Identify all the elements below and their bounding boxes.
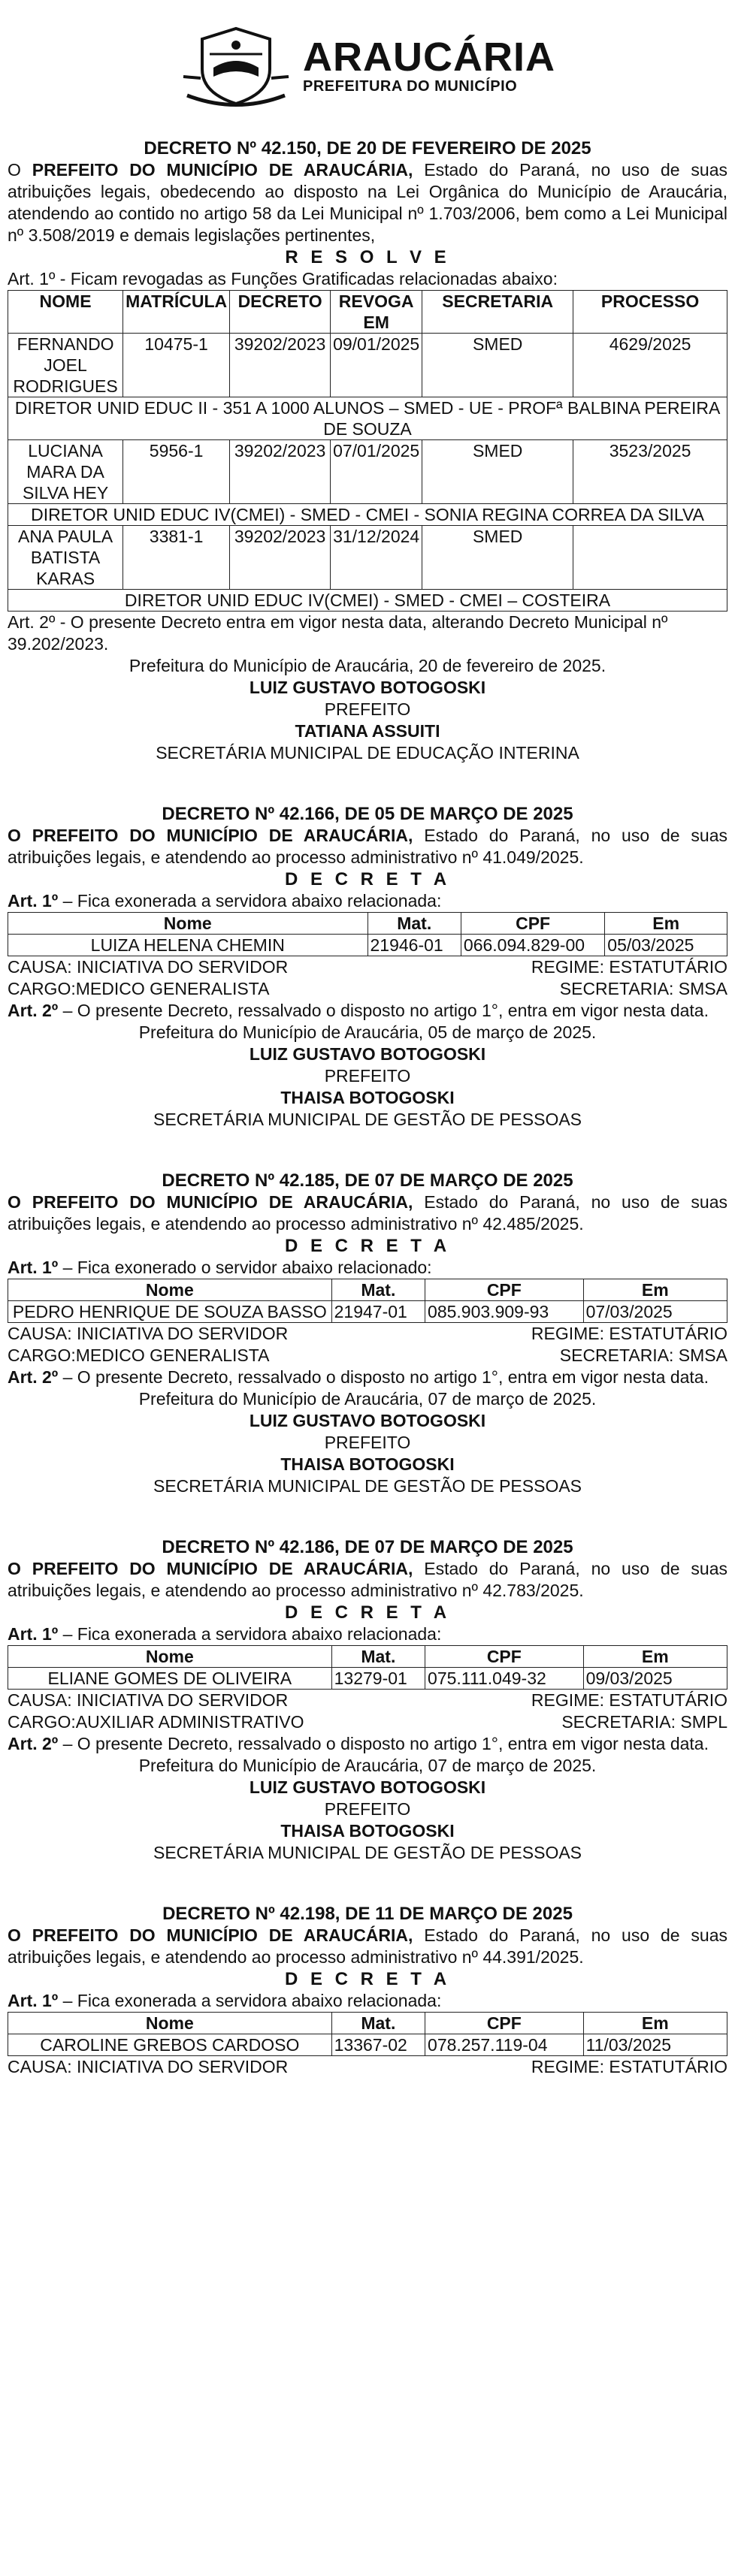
causa: CAUSA: INICIATIVA DO SERVIDOR <box>8 1690 289 1710</box>
table-row <box>8 1301 727 1323</box>
place-date: Prefeitura do Município de Araucária, 05 de março de 2025. <box>138 1022 597 1042</box>
decreta-heading: D E C R E T A <box>284 869 451 889</box>
exoneration-table <box>8 2012 727 2056</box>
header-mat: Mat. <box>331 1279 425 1301</box>
table-header-row <box>8 2013 727 2034</box>
header-nome: Nome <box>8 2013 332 2034</box>
regime: REGIME: ESTATUTÁRIO <box>531 957 727 977</box>
cell-function: DIRETOR UNID EDUC IV(CMEI) - SMED - CMEI - SONIA REGINA CORREA DA SILVA <box>8 504 727 526</box>
article-2-label: Art. 2º <box>8 1734 59 1753</box>
cell-nome: FERNANDO JOEL RODRIGUES <box>8 334 123 397</box>
header-mat: Mat. <box>368 913 461 935</box>
secretary-name: THAISA BOTOGOSKI <box>280 1821 455 1841</box>
cell-cpf: 085.903.909-93 <box>425 1301 584 1323</box>
causa-row <box>8 2056 727 2078</box>
article-1-text: – Fica exonerada a servidora abaixo relacionada: <box>58 891 442 911</box>
table-row <box>8 2034 727 2056</box>
causa: CAUSA: INICIATIVA DO SERVIDOR <box>8 1324 289 1343</box>
cell-em: 07/03/2025 <box>583 1301 727 1323</box>
article-2 <box>8 1367 727 1388</box>
table-row <box>8 440 727 504</box>
decree-intro <box>8 1925 727 1968</box>
intro-text: Estado do Paraná, no uso de suas atribuições legais, e atendendo ao processo administrativo nº 42.783/2025. <box>8 1559 727 1600</box>
intro-text: Estado do Paraná, no uso de suas atribuições legais, e atendendo ao processo administrativo nº 44.391/2025. <box>8 1925 727 1967</box>
header-revoga-em: REVOGA EM <box>331 291 422 334</box>
exoneration-table <box>8 1645 727 1690</box>
cell-processo: 4629/2025 <box>573 334 727 397</box>
decree-42186 <box>8 1536 727 1864</box>
decree-42166 <box>8 803 727 1131</box>
intro-bold: O PREFEITO DO MUNICÍPIO DE ARAUCÁRIA, <box>8 826 413 845</box>
table-row-function <box>8 590 727 612</box>
header-cpf: CPF <box>425 1646 584 1668</box>
cell-function: DIRETOR UNID EDUC II - 351 A 1000 ALUNOS – SMED - UE - PROFª BALBINA PEREIRA DE SOUZA <box>8 397 727 440</box>
decreta-heading: D E C R E T A <box>284 1602 451 1623</box>
secretary-name: THAISA BOTOGOSKI <box>280 1088 455 1107</box>
cell-cpf: 075.111.049-32 <box>425 1668 584 1690</box>
cargo: CARGO:MEDICO GENERALISTA <box>8 979 270 998</box>
article-1 <box>8 1623 727 1645</box>
table-header-row <box>8 1279 727 1301</box>
mayor-title: PREFEITO <box>324 1433 411 1452</box>
header-cpf: CPF <box>425 2013 584 2034</box>
mayor-name: LUIZ GUSTAVO BOTOGOSKI <box>249 1044 486 1064</box>
article-1 <box>8 1990 727 2012</box>
cell-em: 09/03/2025 <box>583 1668 727 1690</box>
decree-title: DECRETO Nº 42.186, DE 07 DE MARÇO DE 2025 <box>162 1537 573 1557</box>
intro-text: Estado do Paraná, no uso de suas atribuições legais, obedecendo ao disposto na Lei Orgânica do Município de Araucária, atendendo ao contido no artigo 58 da Lei Municipal nº 1.703/2006, bem como a Lei Municipal nº 3.508/2019 e demais legislações pertinentes, <box>8 160 727 245</box>
header-nome: Nome <box>8 1279 332 1301</box>
header-secretaria: SECRETARIA <box>422 291 573 334</box>
article-2-label: Art. 2º <box>8 1367 59 1387</box>
cell-mat: 21947-01 <box>331 1301 425 1323</box>
article-2: Art. 2º - O presente Decreto entra em vigor nesta data, alterando Decreto Municipal nº 39.202/2023. <box>8 612 668 654</box>
decreta-heading: D E C R E T A <box>284 1969 451 1989</box>
mayor-name: LUIZ GUSTAVO BOTOGOSKI <box>249 1411 486 1430</box>
article-2 <box>8 1000 727 1022</box>
intro-prefix: O <box>8 160 32 180</box>
causa: CAUSA: INICIATIVA DO SERVIDOR <box>8 2057 289 2076</box>
cell-matricula: 3381-1 <box>123 526 230 590</box>
table-row <box>8 935 727 956</box>
cell-matricula: 5956-1 <box>123 440 230 504</box>
causa-row <box>8 1690 727 1711</box>
cell-secretaria: SMED <box>422 526 573 590</box>
mayor-title: PREFEITO <box>324 1066 411 1086</box>
header-processo: PROCESSO <box>573 291 727 334</box>
article-1-text: – Fica exonerado o servidor abaixo relacionado: <box>58 1258 432 1277</box>
header-mat: Mat. <box>331 2013 425 2034</box>
cell-function: DIRETOR UNID EDUC IV(CMEI) - SMED - CMEI – COSTEIRA <box>8 590 727 612</box>
article-1-label: Art. 1º <box>8 1991 59 2010</box>
mayor-name: LUIZ GUSTAVO BOTOGOSKI <box>249 678 486 697</box>
cell-nome: ANA PAULA BATISTA KARAS <box>8 526 123 590</box>
secretary-title: SECRETÁRIA MUNICIPAL DE EDUCAÇÃO INTERINA <box>156 743 579 763</box>
secretaria: SECRETARIA: SMPL <box>561 1712 727 1732</box>
causa-row <box>8 956 727 978</box>
cargo: CARGO:MEDICO GENERALISTA <box>8 1345 270 1365</box>
cell-nome: LUCIANA MARA DA SILVA HEY <box>8 440 123 504</box>
secretary-title: SECRETÁRIA MUNICIPAL DE GESTÃO DE PESSOAS <box>153 1476 582 1496</box>
decree-title: DECRETO Nº 42.198, DE 11 DE MARÇO DE 2025 <box>162 1904 573 1924</box>
cell-secretaria: SMED <box>422 334 573 397</box>
secretary-name: TATIANA ASSUITI <box>295 721 440 741</box>
article-2 <box>8 1733 727 1755</box>
header-decreto: DECRETO <box>230 291 331 334</box>
table-row <box>8 334 727 397</box>
causa-row <box>8 1323 727 1345</box>
table-row <box>8 526 727 590</box>
cell-em: 05/03/2025 <box>605 935 727 956</box>
regime: REGIME: ESTATUTÁRIO <box>531 1690 727 1710</box>
exoneration-table <box>8 1279 727 1323</box>
header-em: Em <box>583 2013 727 2034</box>
decree-title: DECRETO Nº 42.166, DE 05 DE MARÇO DE 2025 <box>162 804 573 824</box>
header-em: Em <box>605 913 727 935</box>
cell-processo: 3523/2025 <box>573 440 727 504</box>
table-header-row <box>8 913 727 935</box>
cell-nome: LUIZA HELENA CHEMIN <box>8 935 368 956</box>
secretaria: SECRETARIA: SMSA <box>559 979 727 998</box>
regime: REGIME: ESTATUTÁRIO <box>531 1324 727 1343</box>
cell-revoga-em: 31/12/2024 <box>331 526 422 590</box>
article-1-text: – Fica exonerada a servidora abaixo relacionada: <box>58 1624 442 1644</box>
cell-nome: PEDRO HENRIQUE DE SOUZA BASSO <box>8 1301 332 1323</box>
table-row <box>8 1668 727 1690</box>
article-2-text: – O presente Decreto, ressalvado o disposto no artigo 1°, entra em vigor nesta data. <box>58 1367 709 1387</box>
place-date: Prefeitura do Município de Araucária, 20 de fevereiro de 2025. <box>129 656 606 675</box>
decree-intro <box>8 825 727 868</box>
cell-secretaria: SMED <box>422 440 573 504</box>
place-date: Prefeitura do Município de Araucária, 07 de março de 2025. <box>138 1756 597 1775</box>
header-matricula: MATRÍCULA <box>123 291 230 334</box>
cell-revoga-em: 09/01/2025 <box>331 334 422 397</box>
header-em: Em <box>583 1279 727 1301</box>
header-cpf: CPF <box>425 1279 584 1301</box>
article-1 <box>8 1257 727 1279</box>
cell-cpf: 066.094.829-00 <box>461 935 604 956</box>
intro-bold: O PREFEITO DO MUNICÍPIO DE ARAUCÁRIA, <box>8 1559 413 1578</box>
header-em: Em <box>583 1646 727 1668</box>
brand-subtitle: PREFEITURA DO MUNICÍPIO <box>303 78 518 95</box>
cargo: CARGO:AUXILIAR ADMINISTRATIVO <box>8 1712 304 1732</box>
cell-mat: 13367-02 <box>331 2034 425 2056</box>
cell-em: 11/03/2025 <box>583 2034 727 2056</box>
cell-mat: 21946-01 <box>368 935 461 956</box>
table-header-row <box>8 291 727 334</box>
place-date: Prefeitura do Município de Araucária, 07 de março de 2025. <box>138 1389 597 1409</box>
article-1 <box>8 890 727 912</box>
table-header-row <box>8 1646 727 1668</box>
exoneration-table <box>8 912 727 956</box>
secretary-name: THAISA BOTOGOSKI <box>280 1454 455 1474</box>
article-2-text: – O presente Decreto, ressalvado o disposto no artigo 1°, entra em vigor nesta data. <box>58 1001 709 1020</box>
decree-42185 <box>8 1170 727 1497</box>
cell-matricula: 10475-1 <box>123 334 230 397</box>
cargo-row <box>8 978 727 1000</box>
regime: REGIME: ESTATUTÁRIO <box>531 2057 727 2076</box>
table-row-function <box>8 504 727 526</box>
header-nome: Nome <box>8 1646 332 1668</box>
header <box>8 0 727 131</box>
article-1-label: Art. 1º <box>8 1258 59 1277</box>
header-mat: Mat. <box>331 1646 425 1668</box>
article-2-text: – O presente Decreto, ressalvado o disposto no artigo 1°, entra em vigor nesta data. <box>58 1734 709 1753</box>
article-2-label: Art. 2º <box>8 1001 59 1020</box>
intro-bold: O PREFEITO DO MUNICÍPIO DE ARAUCÁRIA, <box>8 1192 413 1212</box>
causa: CAUSA: INICIATIVA DO SERVIDOR <box>8 957 289 977</box>
mayor-title: PREFEITO <box>324 1799 411 1819</box>
cell-mat: 13279-01 <box>331 1668 425 1690</box>
decree-title: DECRETO Nº 42.150, DE 20 DE FEVEREIRO DE 2025 <box>144 138 591 159</box>
municipal-crest-icon <box>180 24 292 108</box>
intro-bold: PREFEITO DO MUNICÍPIO DE ARAUCÁRIA, <box>32 160 413 180</box>
cell-cpf: 078.257.119-04 <box>425 2034 584 2056</box>
cell-processo <box>573 526 727 590</box>
cell-nome: ELIANE GOMES DE OLIVEIRA <box>8 1668 332 1690</box>
decree-title: DECRETO Nº 42.185, DE 07 DE MARÇO DE 2025 <box>162 1170 573 1191</box>
decree-intro <box>8 159 727 246</box>
intro-text: Estado do Paraná, no uso de suas atribuições legais, e atendendo ao processo administrativo nº 42.485/2025. <box>8 1192 727 1234</box>
secretary-title: SECRETÁRIA MUNICIPAL DE GESTÃO DE PESSOAS <box>153 1110 582 1129</box>
resolve-heading: R E S O L V E <box>285 247 450 267</box>
header-nome: NOME <box>8 291 123 334</box>
mayor-title: PREFEITO <box>324 699 411 719</box>
cell-nome: CAROLINE GREBOS CARDOSO <box>8 2034 332 2056</box>
cell-decreto: 39202/2023 <box>230 334 331 397</box>
article-1-label: Art. 1º <box>8 891 59 911</box>
cell-decreto: 39202/2023 <box>230 440 331 504</box>
decree-42198 <box>8 1903 727 2078</box>
table-row-function <box>8 397 727 440</box>
article-1-text: – Fica exonerada a servidora abaixo relacionada: <box>58 1991 442 2010</box>
intro-bold: O PREFEITO DO MUNICÍPIO DE ARAUCÁRIA, <box>8 1925 413 1945</box>
cell-decreto: 39202/2023 <box>230 526 331 590</box>
secretary-title: SECRETÁRIA MUNICIPAL DE GESTÃO DE PESSOAS <box>153 1843 582 1862</box>
decree-intro <box>8 1191 727 1235</box>
header-nome: Nome <box>8 913 368 935</box>
revocation-table <box>8 290 727 612</box>
secretaria: SECRETARIA: SMSA <box>559 1345 727 1365</box>
brand-name: ARAUCÁRIA <box>303 35 555 80</box>
cargo-row <box>8 1345 727 1367</box>
article-1: Art. 1º - Ficam revogadas as Funções Gratificadas relacionadas abaixo: <box>8 269 558 288</box>
intro-text: Estado do Paraná, no uso de suas atribuições legais, e atendendo ao processo administrativo nº 41.049/2025. <box>8 826 727 867</box>
cell-revoga-em: 07/01/2025 <box>331 440 422 504</box>
article-1-label: Art. 1º <box>8 1624 59 1644</box>
mayor-name: LUIZ GUSTAVO BOTOGOSKI <box>249 1777 486 1797</box>
header-cpf: CPF <box>461 913 604 935</box>
cargo-row <box>8 1711 727 1733</box>
decree-42150 <box>8 137 727 764</box>
decree-intro <box>8 1558 727 1602</box>
decreta-heading: D E C R E T A <box>284 1236 451 1256</box>
